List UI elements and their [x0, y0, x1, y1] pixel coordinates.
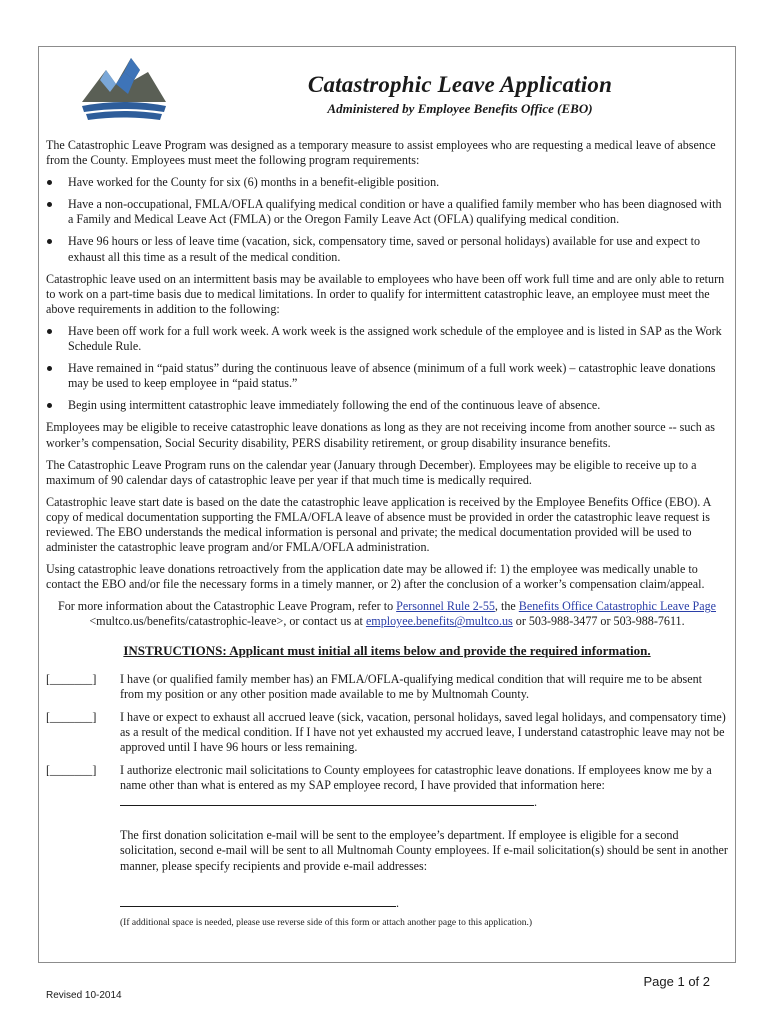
alternate-name-line: .	[120, 793, 728, 810]
requirement-item: Have a non-occupational, FMLA/OFLA qualifying medical condition or have a qualified family member who has been diagnosed with a Family and Medical Leave Act (FMLA) or the Oregon Family Leave Act (OFLA) qualifying medical condition.	[46, 197, 728, 227]
start-date-paragraph: Catastrophic leave start date is based on the date the catastrophic leave application is received by the Employee Benefits Office (EBO). A copy of medical documentation supporting the FMLA/OFLA leave of absence must be provided in order the catastrophic leave request is reviewed. The EBO understands the medical information is personal and private; the medical documentation provided will be used to administer the catastrophic leave program and/or FMLA/OFLA administration.	[46, 494, 711, 555]
initial-field[interactable]: [_______]	[46, 709, 97, 724]
initial-item-text: I have (or qualified family member has) an FMLA/OFLA-qualifying medical condition that will require me to be absent from my position or any other position made available to me by Multnomah County.	[120, 671, 703, 701]
more-info-text: , the	[494, 599, 519, 614]
initial-item	[46, 672, 728, 702]
calendar-year-paragraph: The Catastrophic Leave Program runs on the calendar year (January through December). Employees may be eligible to receive up to a maximum of 90 calendar days of catastrophic leave per year if that much time is medically required.	[46, 457, 697, 487]
recipients-field[interactable]	[120, 894, 396, 907]
intermittent-requirement-item: Have been off work for a full work week. A work week is the assigned work schedule of the employee and is listed in SAP as the Work Schedule Rule.	[46, 324, 728, 354]
requirement-item: Have worked for the County for six (6) months in a benefit-eligible position.	[46, 175, 728, 190]
initial-field[interactable]: [_______]	[46, 763, 97, 778]
instructions-heading	[46, 643, 728, 658]
benefits-office-page-link[interactable]: Benefits Office Catastrophic Leave Page	[518, 599, 717, 614]
mountain-logo-icon	[76, 50, 172, 128]
personnel-rule-link[interactable]: Personnel Rule 2-55	[396, 599, 495, 614]
alternate-name-field[interactable]	[120, 793, 534, 806]
intermittent-intro: Catastrophic leave used on an intermittent basis may be available to employees who have been off work full time and are only able to return to work on a part-time basis due to medical limitations. In order to qualify for intermittent catastrophic leave, an employee must meet the above requirements in addition to the following:	[46, 271, 725, 316]
solicitation-text: The first donation solicitation e-mail will be sent to the employee’s department. If employee is eligible for a second solicitation, second e-mail will be sent to all Multnomah County employees. If e-mail solicitation(s) should be sent in another manner, please specify recipients and provide e-mail addresses:	[120, 828, 728, 873]
eligibility-paragraph: Employees may be eligible to receive catastrophic leave donations as long as they are not receiving income from another source -- such as worker’s compensation, Social Security disability, PERS disability retirement, or group disability insurance benefits.	[46, 420, 715, 450]
retroactive-paragraph: Using catastrophic leave donations retroactively from the application date may be allowed if: 1) the employee was medically unable to contact the EBO and/or file the necessary forms in a timely manner, or 2) after the conclusion of a worker’s compensation claim/appeal.	[46, 562, 705, 592]
page-number: Page 1 of 2	[643, 974, 710, 989]
more-info-paragraph	[46, 599, 728, 629]
email-link[interactable]: employee.benefits@multco.us	[365, 614, 513, 629]
intermittent-requirement-item: Have remained in “paid status” during the continuous leave of absence (minimum of a full work week) – catastrophic leave donations may be used to keep employee in “paid status.”	[46, 361, 728, 391]
intro-paragraph: The Catastrophic Leave Program was designed as a temporary measure to assist employees who are requesting a medical leave of absence from the County. Employees must meet the following program requirements:	[46, 138, 716, 168]
initial-item	[46, 710, 728, 755]
initial-field[interactable]: [_______]	[46, 671, 97, 686]
page-title: Catastrophic Leave Application	[307, 72, 613, 97]
page-subtitle: Administered by Employee Benefits Office (EBO)	[327, 101, 593, 116]
more-info-text: For more information about the Catastrophic Leave Program, refer to	[57, 599, 397, 614]
revision-date: Revised 10-2014	[46, 990, 122, 1001]
initial-item-body	[120, 763, 728, 931]
intermittent-requirement-item: Begin using intermittent catastrophic leave immediately following the end of the continuous leave of absence.	[46, 398, 728, 413]
additional-space-note: (If additional space is needed, please use reverse side of this form or attach another page to this application.)	[120, 917, 533, 928]
form-content	[46, 138, 728, 939]
initial-item	[46, 763, 728, 931]
recipients-line: .	[120, 894, 728, 911]
requirements-list	[46, 175, 728, 264]
initial-item-text: I authorize electronic mail solicitations to County employees for catastrophic leave donations. If employees know me by a name other than what is entered as my SAP employee record, I have provided that information here:	[120, 763, 712, 793]
requirement-item: Have 96 hours or less of leave time (vacation, sick, compensatory time, saved or personal holidays) available for use and expect to exhaust all this time as a result of the medical condition.	[46, 234, 728, 264]
more-info-text: or 503-988-3477 or 503-988-7611.	[512, 614, 685, 629]
more-info-text: <multco.us/benefits/catastrophic-leave>, or contact us at	[89, 614, 366, 629]
instructions-text: INSTRUCTIONS: Applicant must initial all items below and provide the required information.	[123, 642, 651, 658]
initial-item-text: I have or expect to exhaust all accrued leave (sick, vacation, personal holidays, saved legal holidays, and compensatory time) as a result of the medical condition. If I have not yet exhausted my accrued leave, I understand catastrophic leave may not be approved until I have 96 hours or less remaining.	[120, 709, 726, 754]
intermittent-requirements-list	[46, 324, 728, 413]
